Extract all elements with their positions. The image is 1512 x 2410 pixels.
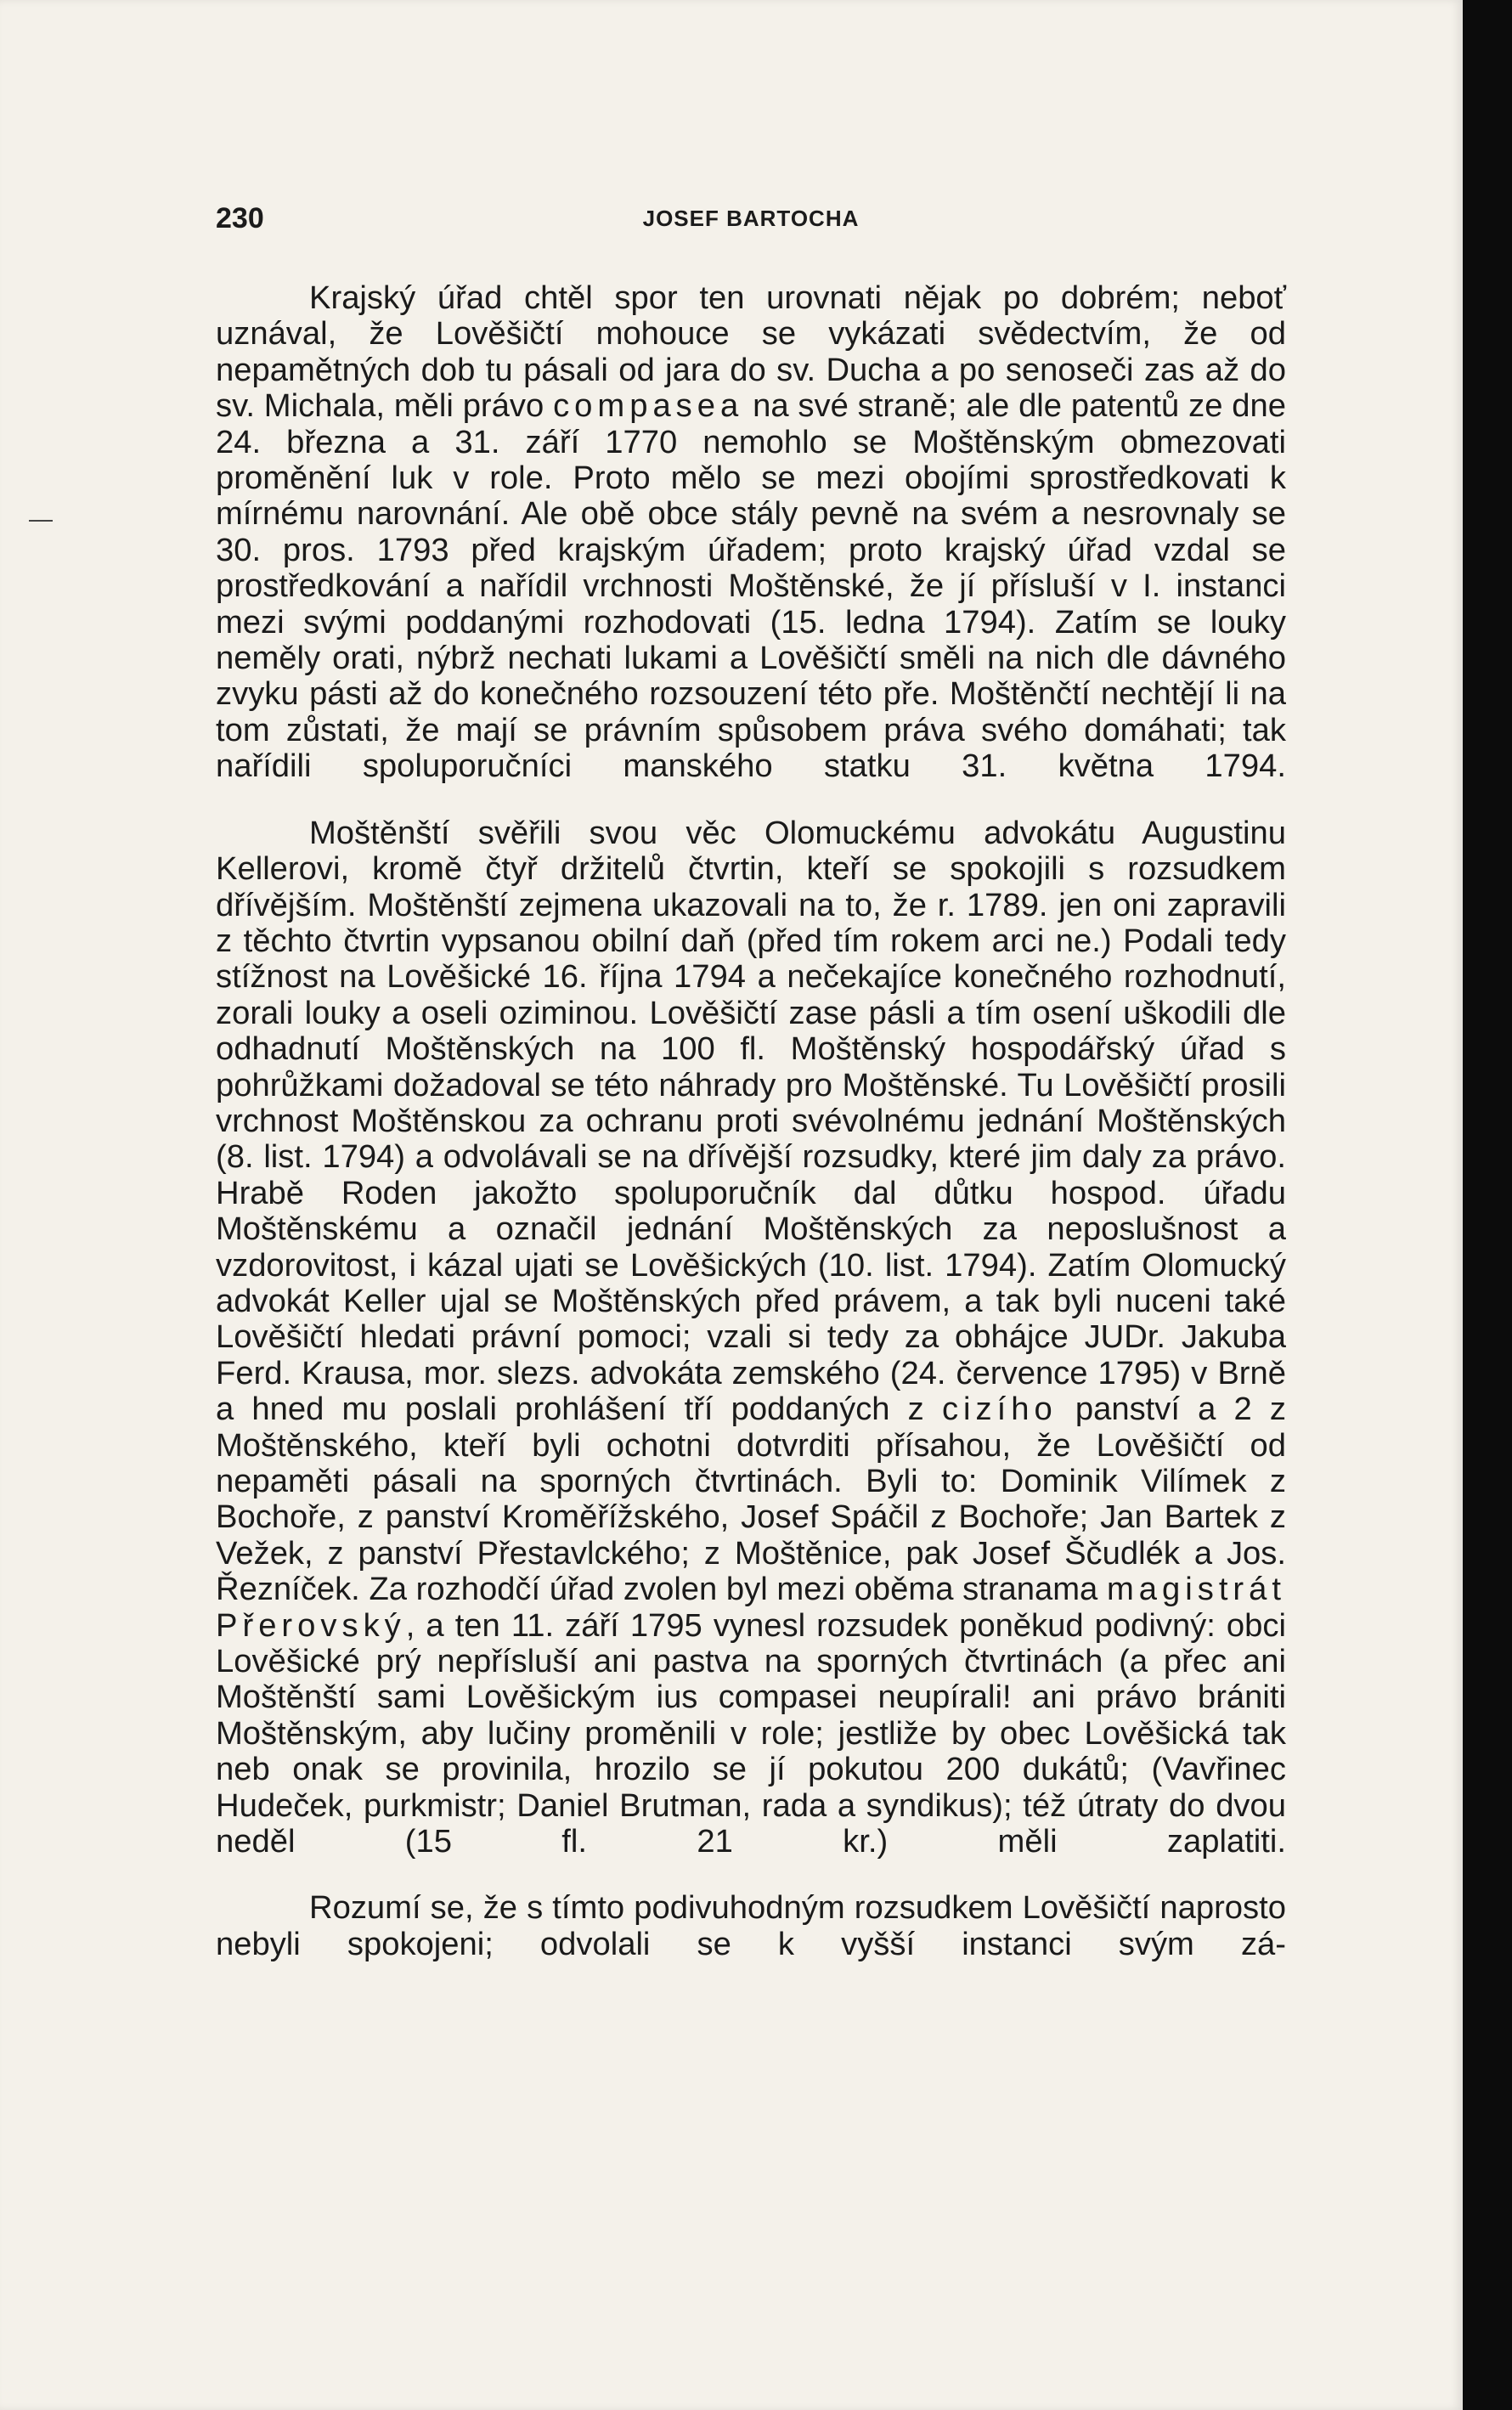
- paragraph-2-spaced-term-1: cizího: [941, 1391, 1058, 1428]
- body-text: [216, 280, 1286, 1962]
- scan-edge: [1463, 0, 1512, 2410]
- paragraph-2-spaced-term-2: magistrát Přerovský: [216, 1571, 1286, 1644]
- paragraph-1: [216, 280, 1286, 785]
- paragraph-1-text-a: Krajský úřad chtěl spor ten urovnati nějak po dobrém; neboť uznával, že Lověšičtí mohouce se vykázati svědectvím, že od nepamětných dob tu pásali od jara do sv. Ducha a po senoseči zas až do sv. Michala, měli právo: [216, 279, 1286, 425]
- page-header: [216, 202, 1286, 241]
- paragraph-3-text: Rozumí se, že s tímto podivuhodným rozsudkem Lověšičtí naprosto nebyli spokojeni; odvolali se k vyšší instanci svým zá-: [216, 1889, 1286, 1962]
- paragraph-1-spaced-term: compasea: [553, 387, 744, 425]
- paragraph-2-text-e: , a ten 11. září 1795 vynesl rozsudek poněkud podivný: obci Lověšické prý nepřísluší ani pastva na sporných čtvrtinách (a přec ani Moštěnští sami Lověšickým ius compasei neupírali! ani právo brániti Moštěnským, aby lučiny proměnili v role; jestliže by obec Lověšická tak neb onak se provinila, hrozilo se jí pokutou 200 dukátů; (Vavřinec Hudeček, purkmistr; Daniel Brutman, rada a syndikus); též útraty do dvou neděl (15 fl. 21 kr.) měli zaplatiti.: [216, 1606, 1286, 1860]
- paragraph-3: [216, 1890, 1286, 1962]
- paragraph-2-text-c: panství a 2 z Moštěnského, kteří byli ochotni dotvrditi přísahou, že Lověšičtí od nepaměti pásali na sporných čtvrtinách. Byli to: Dominik Vilímek z Bochoře, z panství Kroměřížského, Josef Spáčil z Bochoře; Jan Bartek z Vežek, z panství Přestavlckého; z Moštěnice, pak Josef Ščudlék a Jos. Řezníček. Za rozhodčí úřad zvolen byl mezi oběma stranama: [216, 1391, 1286, 1608]
- margin-mark: [29, 520, 53, 522]
- running-head: JOSEF BARTOCHA: [642, 206, 860, 231]
- paragraph-1-text-c: na své straně; ale dle patentů ze dne 24. března a 31. září 1770 nemohlo se Moštěnským obmezovati proměnění luk v role. Proto mělo se mezi obojími sprostředkovati k mírnému narovnání. Ale obě obce stály pevně na svém a nesrovnaly se 30. pros. 1793 před krajským úřadem; proto krajský úřad vzdal se prostředkování a nařídil vrchnosti Moštěnské, že jí přísluší v I. instanci mezi svými poddanými rozhodovati (15. ledna 1794). Zatím se louky neměly orati, nýbrž nechati lukami a Lověšičtí směli na nich dle dávného zvyku pásti až do konečného rozsouzení této pře. Moštěnčtí nechtějí li na tom zůstati, že mají se právním spůsobem práva svého domáhati; tak nařídili spoluporučníci manského statku 31. května 1794.: [216, 387, 1286, 785]
- page-number: 230: [216, 202, 264, 234]
- paragraph-2-text-a: Moštěnští svěřili svou věc Olomuckému advokátu Augustinu Kellerovi, kromě čtyř držitelů čtvrtin, kteří se spokojili s rozsudkem dřívějším. Moštěnští zejmena ukazovali na to, že r. 1789. jen oni zapravili z těchto čtvrtin vypsanou obilní daň (před tím rokem arci ne.) Podali tedy stížnost na Lověšické 16. října 1794 a nečekajíce konečného rozhodnutí, zorali louky a oseli oziminou. Lověšičtí zase pásli a tím osení uškodili dle odhadnutí Moštěnských na 100 fl. Moštěnský hospodářský úřad s pohrůžkami dožadoval se této náhrady pro Moštěnské. Tu Lověšičtí prosili vrchnost Moštěnskou za ochranu proti svévolnému jednání Moštěnských (8. list. 1794) a odvolávali se na dřívější rozsudky, které jim daly za právo. Hrabě Roden jakožto spoluporučník dal důtku hospod. úřadu Moštěnskému a označil jednání Moštěnských za neposlušnost a vzdorovitost, i kázal ujati se Lověšických (10. list. 1794). Zatím Olomucký advokát Keller ujal se Moštěnských před právem, a tak byli nuceni také Lověšičtí hledati právní pomoci; vzali si tedy za obhájce JUDr. Jakuba Ferd. Krausa, mor. slezs. advokáta zemského (24. července 1795) v Brně a hned mu poslali prohlášení tří poddaných z: [216, 814, 1286, 1428]
- paragraph-2: [216, 816, 1286, 1860]
